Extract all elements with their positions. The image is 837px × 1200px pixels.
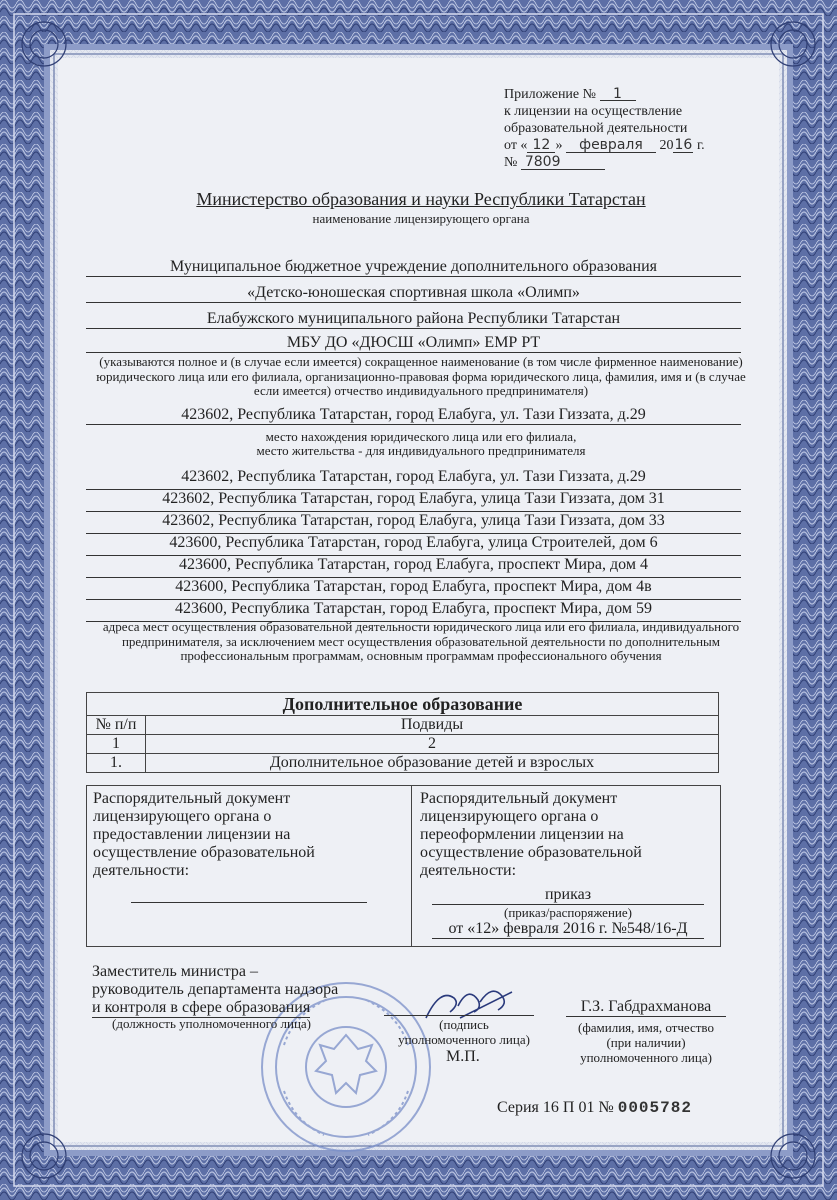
stamp-place-label: М.П. xyxy=(446,1048,480,1065)
year-unit: г. xyxy=(696,138,705,153)
reissue-doc-type: приказ xyxy=(432,886,704,905)
reissue-doc-line: переоформлении лицензии на xyxy=(420,826,624,843)
licensee-line-1: Муниципальное бюджетное учреждение дополнительного образования xyxy=(86,258,741,277)
position-line: Заместитель министра – xyxy=(92,963,258,980)
year-prefix: 20 xyxy=(659,138,674,153)
appendix-line1: к лицензии на осуществление xyxy=(504,104,683,119)
appendix-year: 16 xyxy=(674,137,693,153)
reissue-document-column xyxy=(412,786,720,946)
appendix-day: 12 xyxy=(527,139,555,153)
appendix-title-line xyxy=(504,86,744,103)
authority-caption: наименование лицензирующего органа xyxy=(312,211,530,226)
signature-line xyxy=(384,1015,534,1016)
reissue-document-text xyxy=(420,790,642,880)
activity-address: 423602, Республика Татарстан, город Елабуга, ул. Тази Гиззата, д.29 xyxy=(86,468,741,490)
serial-number: 0005782 xyxy=(617,1099,692,1117)
licensee-line-2: «Детско-юношеская спортивная школа «Олимп» xyxy=(86,284,741,303)
reissue-doc-line: осуществление образовательной xyxy=(420,844,642,861)
activity-addresses-caption: адреса мест осуществления образовательной деятельности юридического лица или его филиала, индивидуального предпринимателя, за исключением мест осуществления образовательной деятельности по дополнительным профессиональным программам, основным программам профессионального обучения xyxy=(102,619,740,663)
education-table-title: Дополнительное образование xyxy=(87,693,719,716)
row-number: 1. xyxy=(87,754,146,773)
appendix-date-line xyxy=(504,137,744,154)
row-subtype: Дополнительное образование детей и взрослых xyxy=(146,754,719,773)
serial-label: Серия xyxy=(497,1099,539,1116)
appendix-block xyxy=(504,86,744,171)
name-caption-2: (при наличии) xyxy=(606,1035,686,1050)
licensee-line-3: Елабужского муниципального района Республики Татарстан xyxy=(86,310,741,329)
grant-document-blank-line xyxy=(131,902,367,903)
licensee-caption: (указываются полное и (в случае если имеется) сокращенное наименование (в том числе фирменное наименование) юридического лица или его филиала, организационно-правовая форма юридического лица, фамилия, имя и (в случае если имеется) отчество индивидуального предпринимателя) xyxy=(96,354,746,398)
reissue-doc-type-caption: (приказ/распоряжение) xyxy=(504,905,632,920)
documents-block xyxy=(86,785,721,947)
activity-address: 423600, Республика Татарстан, город Елабуга, проспект Мира, дом 4в xyxy=(86,578,741,600)
activity-address-list xyxy=(86,468,741,622)
licensee-short-name: МБУ ДО «ДЮСШ «Олимп» ЕМР РТ xyxy=(86,334,741,353)
serial-number-label: № xyxy=(598,1099,614,1116)
grant-doc-line: деятельности: xyxy=(93,862,190,879)
grant-document-text xyxy=(93,790,315,880)
location-caption-1: место нахождения юридического лица или его филиала, xyxy=(265,429,577,444)
authority-name: Министерство образования и науки Республики Татарстан xyxy=(196,189,646,209)
reg-label: № xyxy=(504,155,518,170)
activity-address: 423600, Республика Татарстан, город Елабуга, улица Строителей, дом 6 xyxy=(86,534,741,556)
position-caption: (должность уполномоченного лица) xyxy=(112,1016,312,1031)
reissue-doc-line: лицензирующего органа о xyxy=(420,808,599,825)
grant-document-column xyxy=(87,786,412,946)
education-table xyxy=(86,692,719,773)
position-line: руководитель департамента надзора xyxy=(92,981,339,998)
grant-doc-line: осуществление образовательной xyxy=(93,844,315,861)
grant-doc-line: предоставлении лицензии на xyxy=(93,826,291,843)
appendix-month: февраля xyxy=(566,139,656,153)
grant-doc-line: Распорядительный документ xyxy=(93,790,291,807)
activity-address: 423602, Республика Татарстан, город Елабуга, улица Тази Гиззата, дом 31 xyxy=(86,490,741,512)
col-index-1: 1 xyxy=(87,735,146,754)
activity-address: 423602, Республика Татарстан, город Елабуга, улица Тази Гиззата, дом 33 xyxy=(86,512,741,534)
serial-series: 16 П 01 xyxy=(542,1099,595,1116)
serial-line xyxy=(497,1099,692,1117)
reissue-doc-reference: от «12» февраля 2016 г. №548/16-Д xyxy=(432,920,704,939)
activity-address: 423600, Республика Татарстан, город Елабуга, проспект Мира, дом 59 xyxy=(86,600,741,622)
position-line: и контроля в сфере образования xyxy=(92,999,311,1016)
col-index-2: 2 xyxy=(146,735,719,754)
appendix-reg-line xyxy=(504,154,744,171)
col-header-subtypes: Подвиды xyxy=(146,716,719,735)
name-caption-3: уполномоченного лица) xyxy=(580,1050,712,1065)
date-open-quote: от « xyxy=(504,138,528,153)
appendix-line2: образовательной деятельности xyxy=(504,121,688,136)
activity-address: 423600, Республика Татарстан, город Елабуга, проспект Мира, дом 4 xyxy=(86,556,741,578)
date-close-quote: » xyxy=(555,138,563,153)
appendix-label: Приложение № xyxy=(504,87,596,102)
signer-name: Г.З. Габдрахманова xyxy=(566,998,726,1017)
reissue-doc-line: Распорядительный документ xyxy=(420,790,618,807)
reg-number: 7809 xyxy=(521,156,605,170)
grant-doc-line: лицензирующего органа о xyxy=(93,808,272,825)
name-caption-1: (фамилия, имя, отчество xyxy=(578,1020,714,1035)
signature-caption-1: (подпись xyxy=(439,1017,489,1032)
signature-caption-2: уполномоченного лица) xyxy=(398,1032,530,1047)
location-caption-2: место жительства - для индивидуального предпринимателя xyxy=(256,443,586,458)
signer-position xyxy=(92,963,338,1018)
col-header-number: № п/п xyxy=(87,716,146,735)
reissue-doc-line: деятельности: xyxy=(420,862,517,879)
location-address: 423602, Республика Татарстан, город Елабуга, ул. Тази Гиззата, д.29 xyxy=(86,406,741,425)
appendix-number: 1 xyxy=(600,88,636,101)
